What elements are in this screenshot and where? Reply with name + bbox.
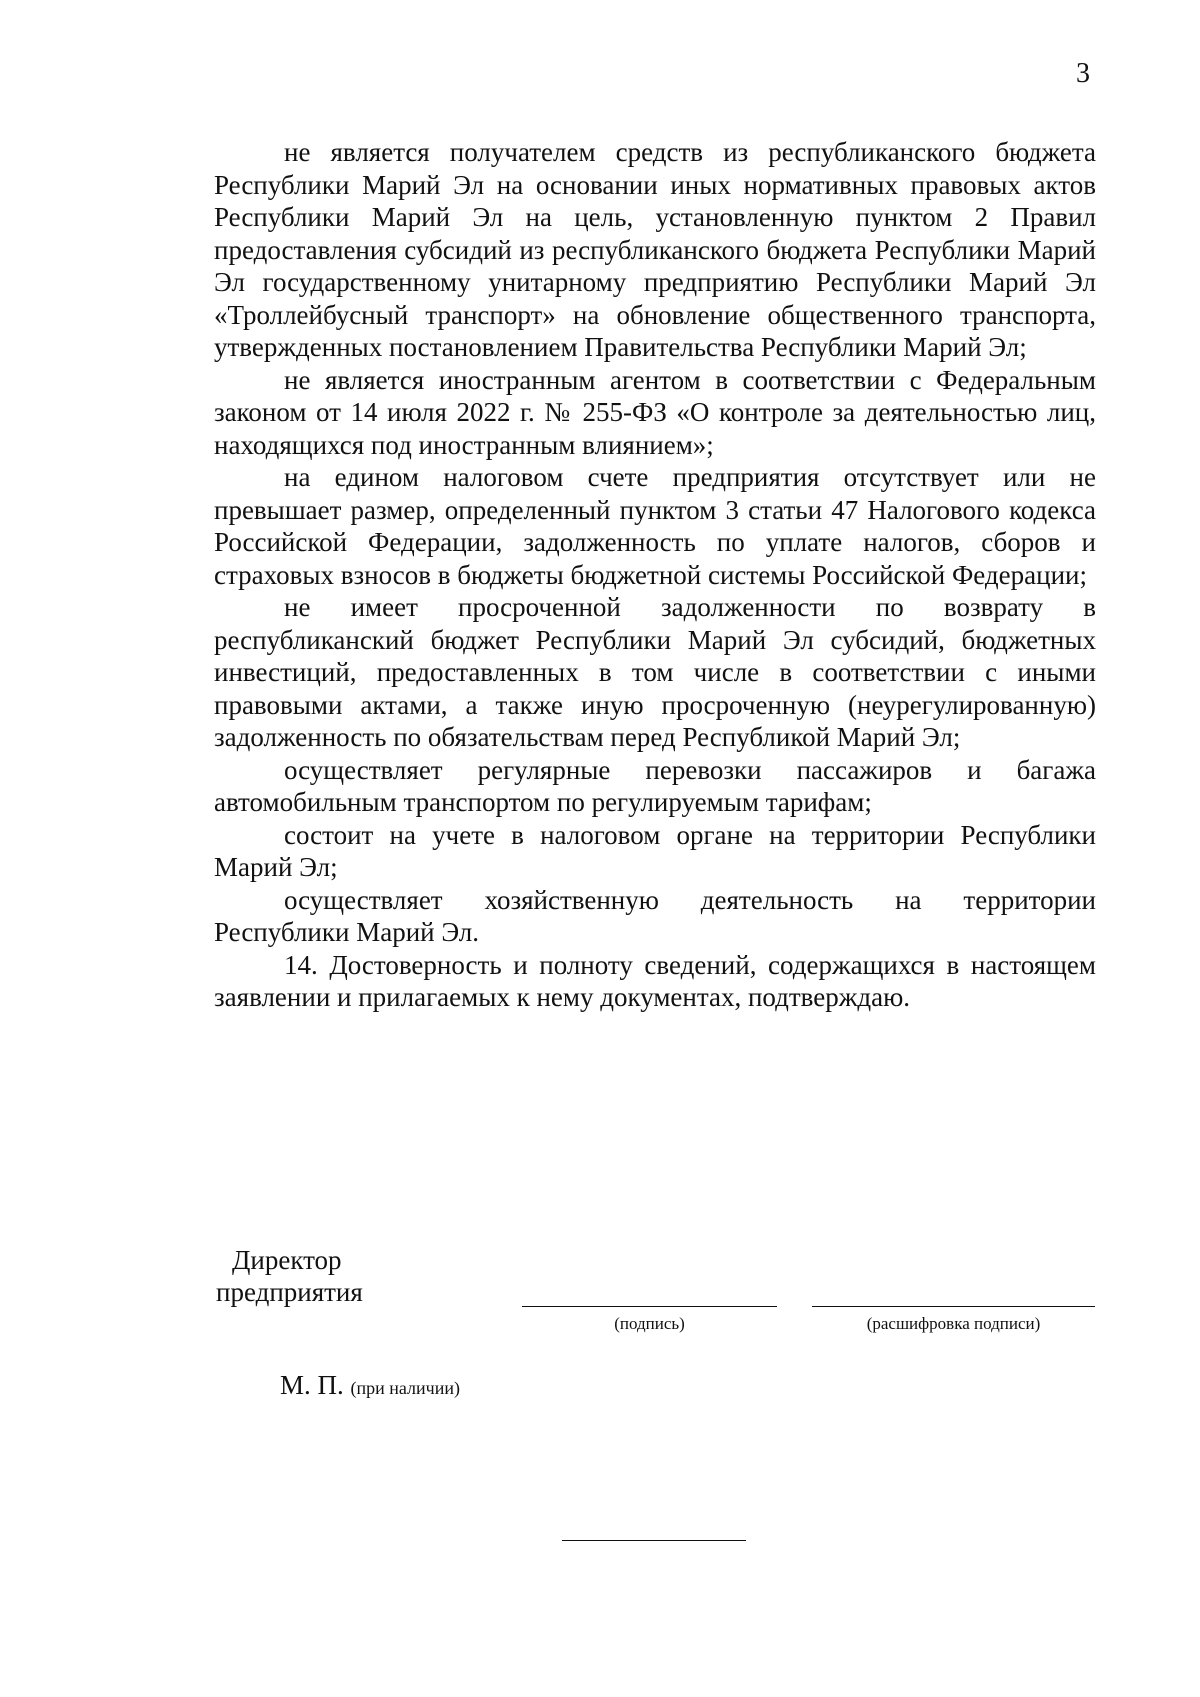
signature-caption: (подпись) (614, 1314, 685, 1333)
stamp-note: (при наличии) (350, 1378, 460, 1398)
stamp-placeholder (280, 1370, 460, 1401)
position-title-line2: предприятия (216, 1277, 363, 1307)
signature-block (0, 1244, 1200, 1364)
condition-paragraph: состоит на учете в налоговом органе на территории Республики Марий Эл; (214, 819, 1096, 882)
condition-paragraph: не является иностранным агентом в соответствии с Федеральным законом от 14 июля 2022 г. № 255-ФЗ «О контроле за деятельностью лиц, находящихся под иностранным влиянием»; (214, 364, 1096, 460)
condition-paragraph: не имеет просроченной задолженности по возврату в республиканский бюджет Республики Марий Эл субсидий, бюджетных инвестиций, предоставленных в том числе в соответствии с иными правовыми актами, а также иную просроченную (неурегулированную) задолженность по обязательствам перед Республикой Марий Эл; (214, 592, 1096, 752)
condition-paragraph: осуществляет регулярные перевозки пассажиров и багажа автомобильным транспортом по регулируемым тарифам; (214, 754, 1096, 817)
end-divider (562, 1540, 746, 1541)
position-title-line1: Директор (232, 1245, 342, 1275)
confirmation-paragraph: 14. Достоверность и полноту сведений, содержащихся в настоящем заявлении и прилагаемых к нему документах, подтверждаю. (214, 949, 1096, 1012)
position-title (216, 1244, 363, 1308)
document-body (214, 136, 1096, 1014)
signature-decoding-line (812, 1306, 1095, 1307)
page-number: 3 (1076, 58, 1090, 89)
condition-paragraph: не является получателем средств из республиканского бюджета Республики Марий Эл на основании иных нормативных правовых актов Республики Марий Эл на цель, установленную пунктом 2 Правил предоставления субсидий из республиканского бюджета Республики Марий Эл государственному унитарному предприятию Республики Марий Эл «Троллейбусный транспорт» на обновление общественного транспорта, утвержденных постановлением Правительства Республики Марий Эл; (214, 137, 1096, 362)
condition-paragraph: на едином налоговом счете предприятия отсутствует или не превышает размер, определенный пунктом 3 статьи 47 Налогового кодекса Российской Федерации, задолженность по уплате налогов, сборов и страховых взносов в бюджеты бюджетной системы Российской Федерации; (214, 462, 1096, 590)
condition-paragraph: осуществляет хозяйственную деятельность на территории Республики Марий Эл. (214, 884, 1096, 947)
signature-decoding-caption: (расшифровка подписи) (866, 1314, 1041, 1333)
stamp-label: М. П. (280, 1370, 344, 1400)
signature-line (522, 1306, 777, 1307)
